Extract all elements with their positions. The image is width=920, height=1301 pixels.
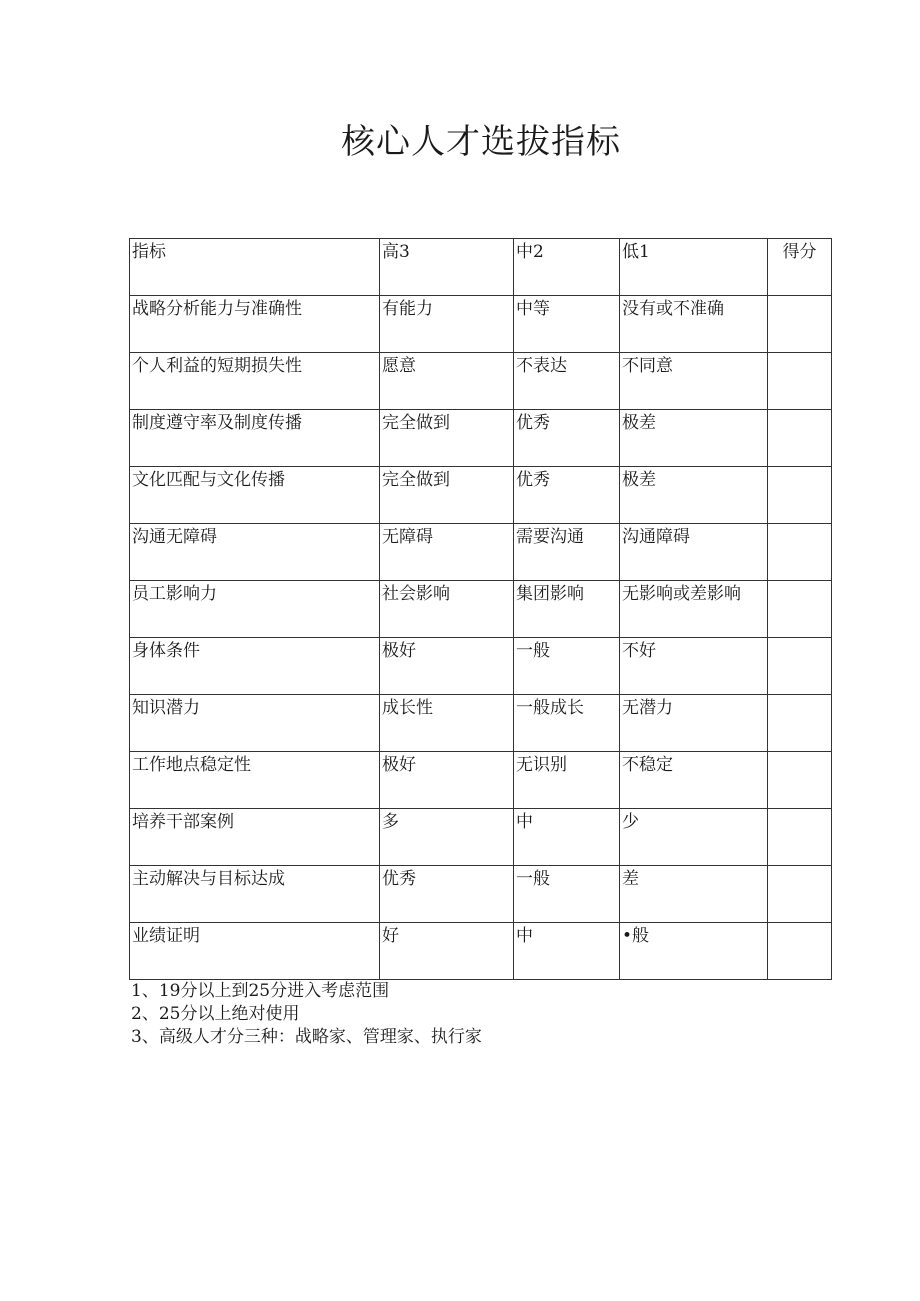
table-row [130,353,832,410]
low-cell: 差 [620,866,768,923]
low-cell: 沟通障碍 [620,524,768,581]
indicator-cell: 员工影响力 [130,581,380,638]
high-cell: 极好 [380,752,514,809]
low-cell: 极差 [620,467,768,524]
mid-cell: 中等 [514,296,620,353]
indicator-cell: 身体条件 [130,638,380,695]
high-cell: 完全做到 [380,410,514,467]
score-cell [768,581,832,638]
mid-cell: 一般 [514,866,620,923]
score-cell [768,410,832,467]
table-header-row [130,239,832,296]
table-row [130,866,832,923]
score-cell [768,467,832,524]
indicator-cell: 培养干部案例 [130,809,380,866]
note-item: 2、25分以上绝对使用 [131,1004,300,1024]
score-cell [768,866,832,923]
low-cell: 无潜力 [620,695,768,752]
high-cell: 完全做到 [380,467,514,524]
table-row [130,695,832,752]
criteria-table [129,238,832,980]
table-body [130,296,832,980]
mid-cell: 优秀 [514,467,620,524]
high-cell: 社会影响 [380,581,514,638]
score-cell [768,809,832,866]
header-low: 低1 [620,239,768,296]
indicator-cell: 业绩证明 [130,923,380,980]
header-mid: 中2 [514,239,620,296]
table-row [130,752,832,809]
mid-cell: 需要沟通 [514,524,620,581]
note-item: 3、高级人才分三种：战略家、管理家、执行家 [131,1027,482,1047]
indicator-cell: 个人利益的短期损失性 [130,353,380,410]
indicator-cell: 知识潜力 [130,695,380,752]
score-cell [768,353,832,410]
score-cell [768,296,832,353]
score-cell [768,524,832,581]
mid-cell: 优秀 [514,410,620,467]
indicator-cell: 主动解决与目标达成 [130,866,380,923]
low-cell: 不稳定 [620,752,768,809]
low-cell: 没有或不准确 [620,296,768,353]
table-row [130,296,832,353]
header-high: 高3 [380,239,514,296]
header-score: 得分 [768,239,832,296]
low-cell: •般 [620,923,768,980]
table-row [130,923,832,980]
score-cell [768,638,832,695]
low-cell: 不同意 [620,353,768,410]
high-cell: 有能力 [380,296,514,353]
mid-cell: 无识别 [514,752,620,809]
mid-cell: 一般成长 [514,695,620,752]
score-cell [768,923,832,980]
table-row [130,638,832,695]
mid-cell: 集团影响 [514,581,620,638]
notes-list [131,980,482,1049]
low-cell: 少 [620,809,768,866]
mid-cell: 中 [514,923,620,980]
low-cell: 无影响或差影响 [620,581,768,638]
high-cell: 多 [380,809,514,866]
low-cell: 不好 [620,638,768,695]
table-row [130,581,832,638]
table-row [130,410,832,467]
table-row [130,809,832,866]
indicator-cell: 文化匹配与文化传播 [130,467,380,524]
indicator-cell: 战略分析能力与准确性 [130,296,380,353]
high-cell: 无障碍 [380,524,514,581]
high-cell: 优秀 [380,866,514,923]
low-cell: 极差 [620,410,768,467]
indicator-cell: 工作地点稳定性 [130,752,380,809]
score-cell [768,695,832,752]
header-indicator: 指标 [130,239,380,296]
indicator-cell: 制度遵守率及制度传播 [130,410,380,467]
table-row [130,467,832,524]
high-cell: 好 [380,923,514,980]
note-item: 1、19分以上到25分进入考虑范围 [131,981,390,1001]
high-cell: 愿意 [380,353,514,410]
score-cell [768,752,832,809]
high-cell: 极好 [380,638,514,695]
mid-cell: 不表达 [514,353,620,410]
mid-cell: 一般 [514,638,620,695]
high-cell: 成长性 [380,695,514,752]
indicator-cell: 沟通无障碍 [130,524,380,581]
mid-cell: 中 [514,809,620,866]
table-row [130,524,832,581]
page-title: 核心人才选拔指标 [341,122,621,162]
